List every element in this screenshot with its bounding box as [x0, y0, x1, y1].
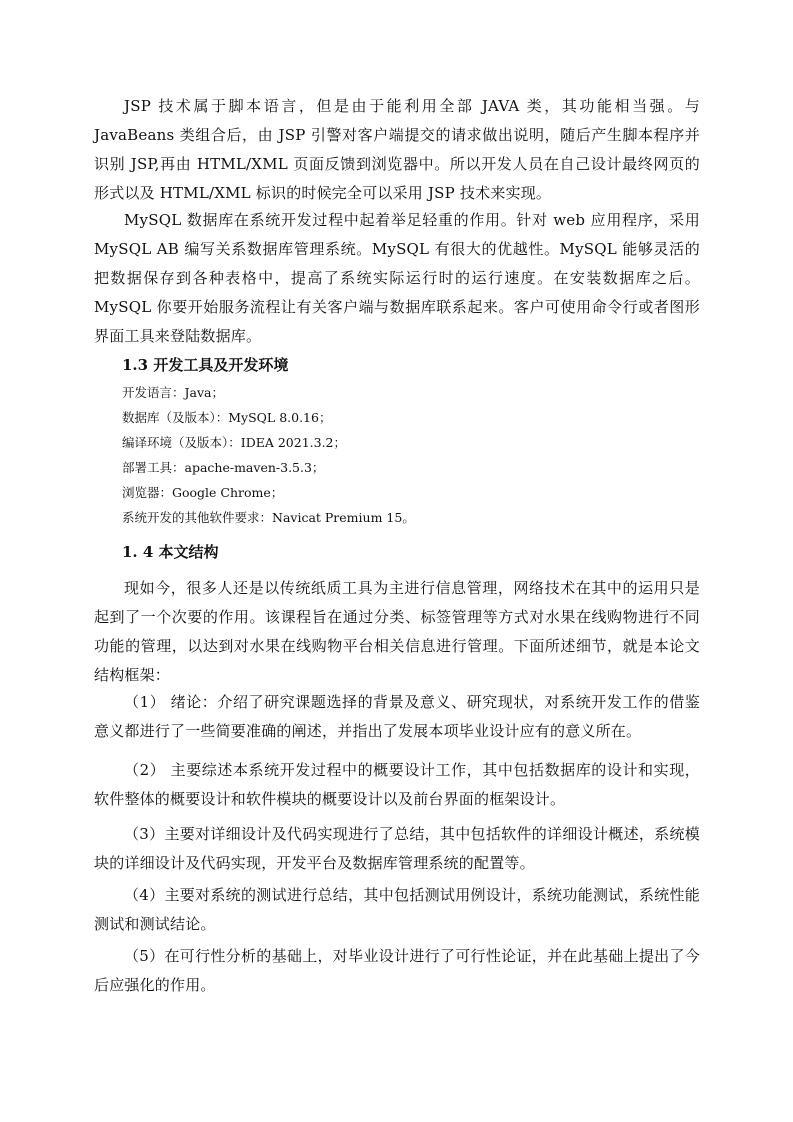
structure-intro-block	[94, 574, 700, 690]
structure-item-1: （1） 绪论：介绍了研究课题选择的背景及意义、研究现状，对系统开发工作的借鉴意义都进行了一些简要准确的阐述，并指出了发展本项毕业设计应有的意义所在。	[94, 693, 700, 740]
mysql-paragraph: MySQL 数据库在系统开发过程中起着举足轻重的作用。针对 web 应用程序，采用 MySQL AB 编写关系数据库管理系统。MySQL 有很大的优越性。MySQL 能够灵活的把数据保存到各种表格中，提高了系统实际运行时的运行速度。在安装数据库之后。MySQL 你要开始服务流程让有关客户端与数据库联系起来。客户可使用命令行或者图形界面工具来登陆数据库。	[94, 211, 700, 345]
structure-item-3: （3）主要对详细设计及代码实现进行了总结，其中包括软件的详细设计概述，系统模块的详细设计及代码实现，开发平台及数据库管理系统的配置等。	[94, 825, 700, 872]
structure-item-1-block	[94, 688, 700, 746]
structure-item-5-block	[94, 942, 700, 1000]
jsp-paragraph: JSP 技术属于脚本语言，但是由于能利用全部 JAVA 类，其功能相当强。与 JavaBeans 类组合后，由 JSP 引警对客户端提交的请求做出说明，随后产生脚本程序并识别 JSP,再由 HTML/XML 页面反馈到浏览器中。所以开发人员在自己设计最终网页的形式以及 HTML/XML 标识的时候完全可以采用 JSP 技术来实现。	[94, 97, 700, 202]
section-1-3-heading: 1.3 开发工具及开发环境	[122, 356, 289, 374]
structure-item-2-block	[94, 756, 700, 814]
env-item-language: 开发语言：Java；	[122, 385, 224, 400]
mysql-paragraph-block	[94, 206, 700, 351]
env-item-deploy: 部署工具：apache-maven-3.5.3；	[122, 460, 325, 475]
structure-item-3-block	[94, 820, 700, 878]
jsp-paragraph-block	[94, 92, 700, 208]
env-item-browser: 浏览器：Google Chrome；	[122, 485, 284, 500]
structure-item-4: （4）主要对系统的测试进行总结，其中包括测试用例设计，系统功能测试，系统性能测试和测试结论。	[94, 886, 700, 933]
dev-environment-list	[122, 380, 415, 530]
structure-item-4-block	[94, 881, 700, 939]
env-item-other: 系统开发的其他软件要求：Navicat Premium 15。	[122, 510, 415, 525]
section-1-4-heading: 1. 4 本文结构	[122, 543, 219, 561]
structure-intro-paragraph: 现如今，很多人还是以传统纸质工具为主进行信息管理，网络技术在其中的运用只是起到了一个次要的作用。该课程旨在通过分类、标签管理等方式对水果在线购物进行不同功能的管理，以达到对水果在线购物平台相关信息进行管理。下面所述细节，就是本论文结构框架：	[94, 579, 700, 684]
structure-item-5: （5）在可行性分析的基础上，对毕业设计进行了可行性论证，并在此基础上提出了今后应强化的作用。	[94, 947, 700, 994]
env-item-database: 数据库（及版本）：MySQL 8.0.16；	[122, 410, 332, 425]
structure-item-2: （2） 主要综述本系统开发过程中的概要设计工作，其中包括数据库的设计和实现，软件整体的概要设计和软件模块的概要设计以及前台界面的框架设计。	[94, 761, 700, 808]
env-item-ide: 编译环境（及版本）：IDEA 2021.3.2；	[122, 435, 346, 450]
